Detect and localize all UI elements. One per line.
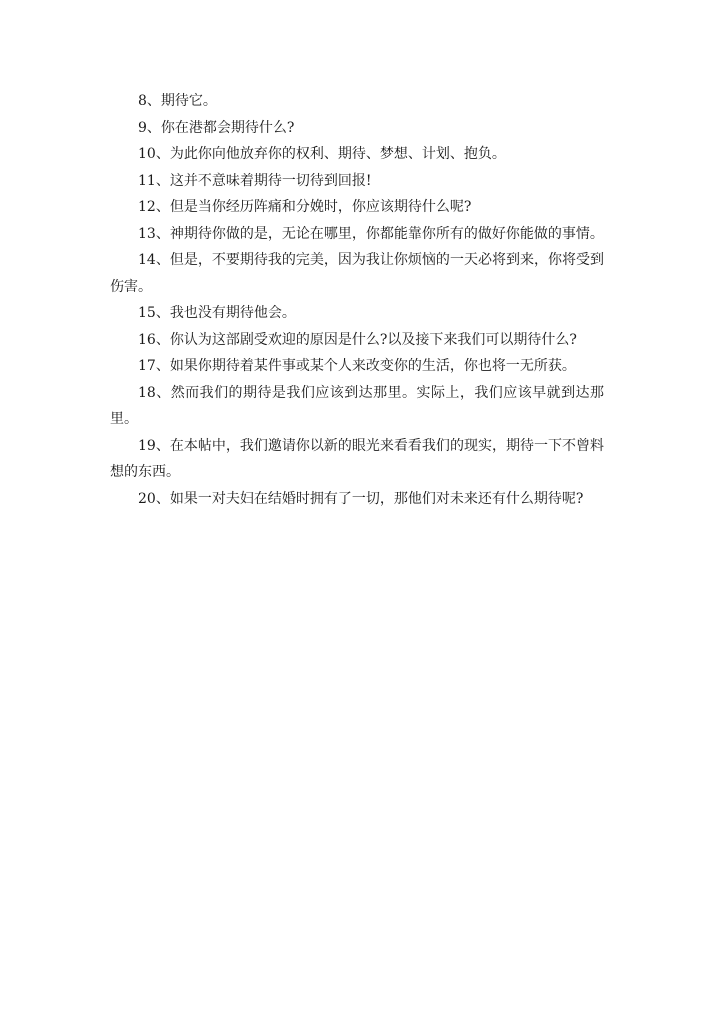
paragraph-9: 9、你在港都会期待什么?	[138, 119, 295, 136]
paragraph-12: 12、但是当你经历阵痛和分娩时，你应该期待什么呢?	[138, 199, 472, 215]
paragraph-14: 14、但是，不要期待我的完美，因为我让你烦恼的一天必将到来，你将受到伤害。	[110, 252, 604, 295]
paragraph-10: 10、为此你向他放弃你的权利、期待、梦想、计划、抱负。	[138, 146, 506, 162]
paragraph-13: 13、神期待你做的是，无论在哪里，你都能靠你所有的做好你能做的事情。	[138, 225, 604, 242]
paragraph-8: 8、期待它。	[138, 93, 217, 109]
paragraph-16: 16、你认为这部剧受欢迎的原因是什么?以及接下来我们可以期待什么?	[138, 331, 577, 348]
paragraph-20: 20、如果一对夫妇在结婚时拥有了一切，那他们对未来还有什么期待呢?	[138, 490, 584, 507]
paragraph-18: 18、然而我们的期待是我们应该到达那里。实际上，我们应该早就到达那里。	[110, 384, 604, 427]
paragraph-15: 15、我也没有期待他会。	[138, 305, 296, 321]
document-body	[110, 88, 604, 512]
paragraph-19: 19、在本帖中，我们邀请你以新的眼光来看看我们的现实，期待一下不曾料想的东西。	[110, 437, 604, 480]
paragraph-17: 17、如果你期待着某件事或某个人来改变你的生活，你也将一无所获。	[138, 358, 576, 374]
paragraph-11: 11、这并不意味着期待一切待到回报!	[138, 172, 372, 189]
